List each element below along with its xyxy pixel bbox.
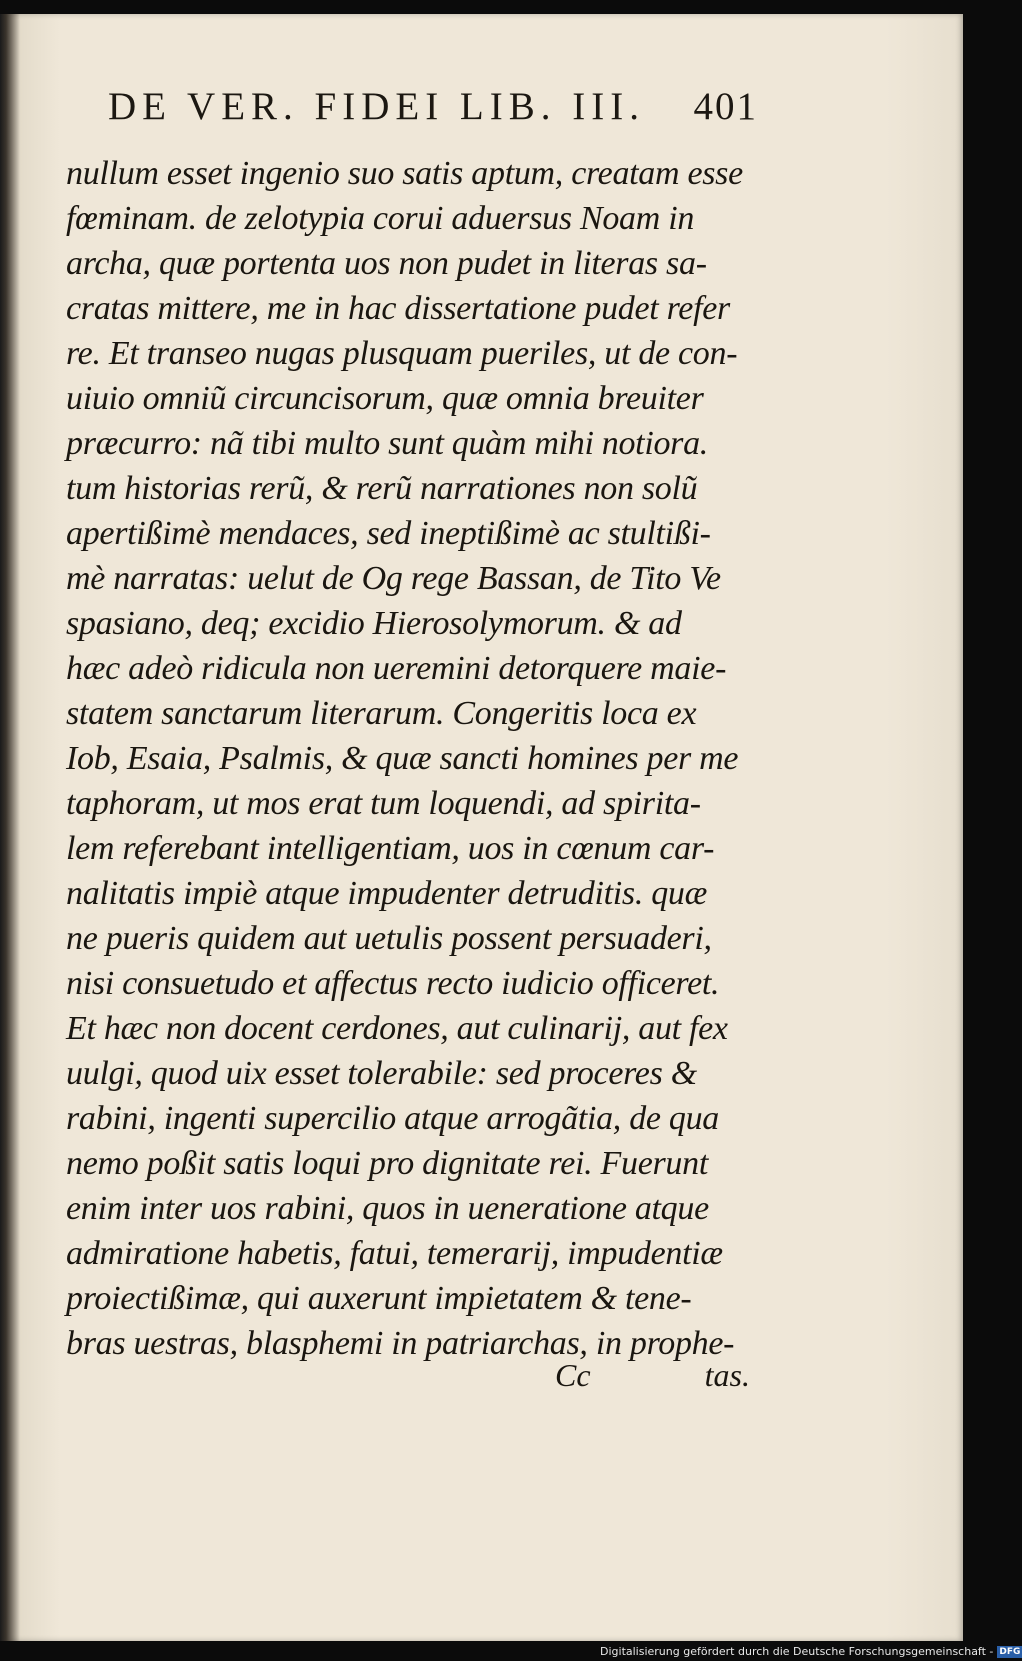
text-line: mè narratas: uelut de Og rege Bassan, de Tito Ve: [66, 560, 721, 597]
text-line: nalitatis impiè atque impudenter detruditis. quæ: [66, 875, 708, 912]
page-foot: [555, 1357, 750, 1397]
catchword: tas.: [704, 1357, 750, 1393]
digitization-credit: [600, 1645, 1021, 1659]
text-line: rabini, ingenti supercilio atque arrogãtia, de qua: [66, 1100, 719, 1137]
text-line: tum historias rerũ, & rerũ narrationes non solũ: [66, 470, 698, 507]
text-line: uulgi, quod uix esset tolerabile: sed proceres &: [66, 1055, 697, 1092]
text-line: uiuio omniũ circuncisorum, quæ omnia breuiter: [66, 380, 704, 417]
page-gutter: [0, 14, 20, 1641]
text-line: ne pueris quidem aut uetulis possent persuaderi,: [66, 920, 712, 957]
text-line: fœminam. de zelotypia corui aduersus Noam in: [66, 200, 695, 237]
text-line: nisi consuetudo et affectus recto iudicio officeret.: [66, 965, 720, 1002]
text-line: nullum esset ingenio suo satis aptum, creatam esse: [66, 155, 743, 192]
signature-mark: Cc: [555, 1357, 591, 1393]
book-page: [0, 14, 963, 1641]
text-line: bras uestras, blasphemi in patriarchas, in prophe-: [66, 1325, 735, 1362]
body-text: [66, 151, 766, 1366]
text-line: apertißimè mendaces, sed ineptißimè ac stultißi-: [66, 515, 711, 552]
text-line: lem referebant intelligentiam, uos in cœnum car-: [66, 830, 715, 867]
text-line: cratas mittere, me in hac dissertatione pudet refer: [66, 290, 730, 327]
text-line: enim inter uos rabini, quos in ueneratione atque: [66, 1190, 709, 1227]
running-title: DE VER. FIDEI LIB. III.: [108, 85, 645, 128]
dfg-logo: DFG: [999, 1647, 1021, 1657]
text-line: hæc adeò ridicula non ueremini detorquere maie-: [66, 650, 727, 687]
text-line: statem sanctarum literarum. Congeritis loca ex: [66, 695, 697, 732]
credit-text: Digitalisierung gefördert durch die Deutsche Forschungsgemeinschaft -: [600, 1645, 994, 1658]
text-line: archa, quæ portenta uos non pudet in literas sa-: [66, 245, 707, 282]
text-line: proiectißimæ, qui auxerunt impietatem & tene-: [66, 1280, 692, 1317]
text-line: taphoram, ut mos erat tum loquendi, ad spirita-: [66, 785, 701, 822]
page-number: 401: [693, 85, 758, 128]
running-header: [108, 84, 758, 134]
text-line: Et hæc non docent cerdones, aut culinarij, aut fex: [66, 1010, 728, 1047]
text-line: præcurro: nã tibi multo sunt quàm mihi notiora.: [66, 425, 709, 462]
text-line: Iob, Esaia, Psalmis, & quæ sancti homines per me: [66, 740, 739, 777]
text-line: spasiano, deq; excidio Hierosolymorum. & ad: [66, 605, 682, 642]
text-line: admiratione habetis, fatui, temerarij, impudentiæ: [66, 1235, 723, 1272]
text-line: re. Et transeo nugas plusquam pueriles, ut de con-: [66, 335, 738, 372]
text-line: nemo poßit satis loqui pro dignitate rei. Fuerunt: [66, 1145, 708, 1182]
